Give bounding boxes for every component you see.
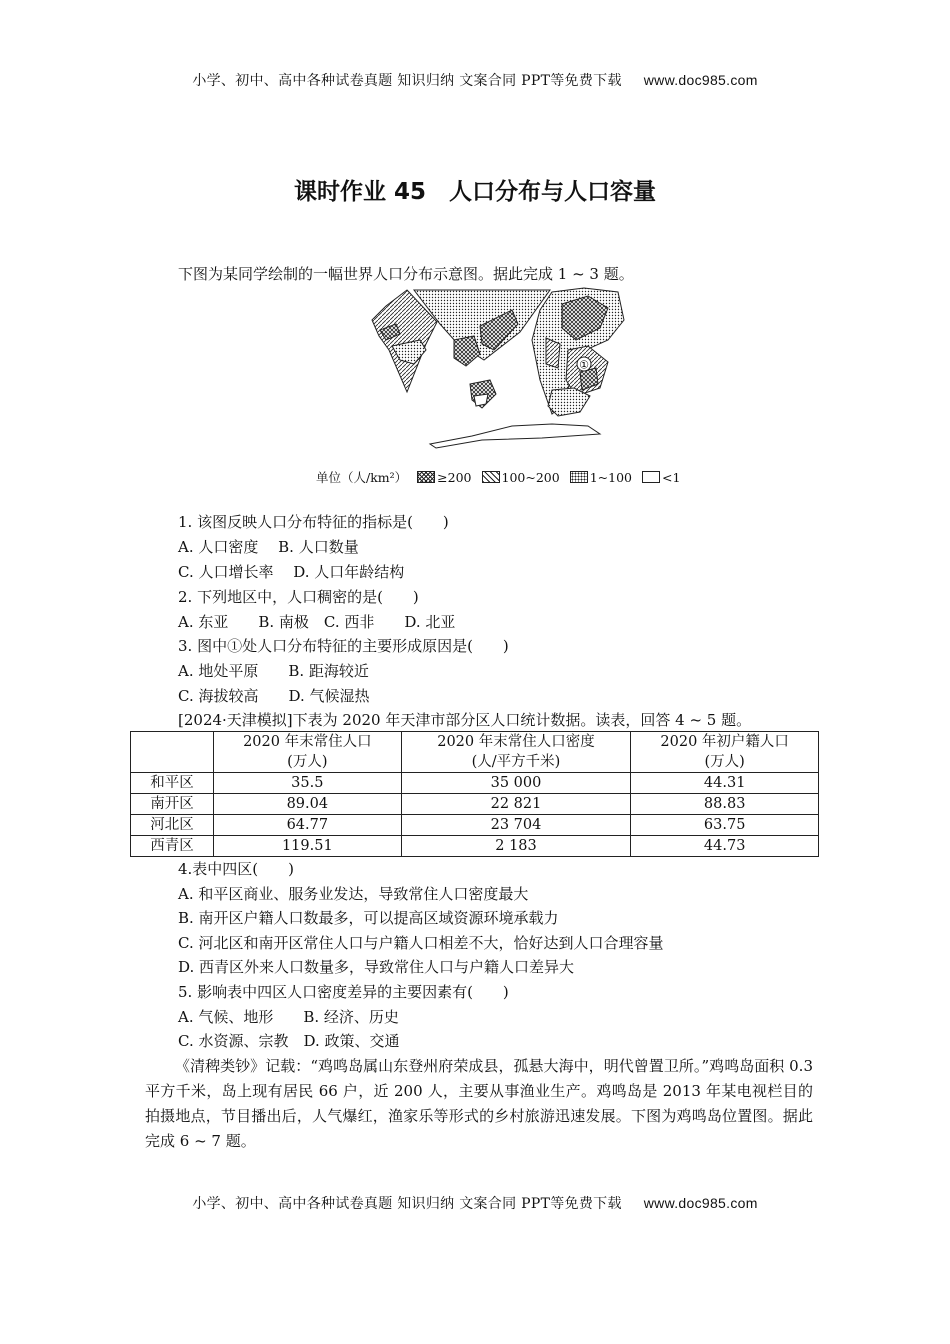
legend-swatch-dense <box>417 471 435 483</box>
table-cell: 2 183 <box>401 836 631 857</box>
question-2-stem: 2. 下列地区中，人口稠密的是( ) <box>178 588 419 606</box>
table-row-label: 和平区 <box>131 773 214 794</box>
table-row-label: 河北区 <box>131 815 214 836</box>
map-antarctica <box>430 424 600 448</box>
table-header-cell: 2020 年初户籍人口 (万人) <box>631 732 819 773</box>
table-cell: 44.73 <box>631 836 819 857</box>
table-cell: 89.04 <box>214 794 402 815</box>
table-cell: 44.31 <box>631 773 819 794</box>
question-3-options-2: C. 海拔较高 D. 气候湿热 <box>178 687 370 705</box>
question-4-option-a: A. 和平区商业、服务业发达，导致常住人口密度最大 <box>178 885 529 903</box>
legend-item-1: ≥200 <box>437 469 472 485</box>
passage-jimingdao: 《清稗类钞》记载：“鸡鸣岛属山东登州府荣成县，孤悬大海中，明代曾置卫所。”鸡鸣岛面积 0.3 平方千米，岛上现有居民 66 户，近 200 人，主要从事渔业生产。鸡鸣岛是 2013 年某电视栏目的拍摄地点，节目播出后，人气爆红，渔家乐等形式的乡村旅游迅速发展。下图为鸡鸣岛位置图。据此完成 6 ~ 7 题。 <box>145 1057 813 1150</box>
table-cell: 88.83 <box>631 794 819 815</box>
question-1-options-1: A. 人口密度 B. 人口数量 <box>178 538 359 556</box>
table-row <box>131 836 819 857</box>
legend-item-4: <1 <box>662 469 681 485</box>
table-cell: 23 704 <box>401 815 631 836</box>
legend-item-3: 1~100 <box>589 469 632 485</box>
question-1-stem: 1. 该图反映人口分布特征的指标是( ) <box>178 513 449 531</box>
question-5-options-2: C. 水资源、宗教 D. 政策、交通 <box>178 1032 400 1050</box>
footer-text: 小学、初中、高中各种试卷真题 知识归纳 文案合同 PPT等免费下载 <box>192 1196 622 1212</box>
page-footer <box>0 1193 950 1213</box>
table-cell: 63.75 <box>631 815 819 836</box>
question-2-options: A. 东亚 B. 南极 C. 西非 D. 北亚 <box>178 613 456 631</box>
table-row <box>131 815 819 836</box>
header-url[interactable]: www.doc985.com <box>643 72 758 88</box>
table-header-row <box>131 732 819 773</box>
intro-text-1: 下图为某同学绘制的一幅世界人口分布示意图。据此完成 1 ~ 3 题。 <box>178 265 634 283</box>
question-3-stem: 3. 图中①处人口分布特征的主要形成原因是( ) <box>178 637 509 655</box>
question-5-stem: 5. 影响表中四区人口密度差异的主要因素有( ) <box>178 983 509 1001</box>
table-header-cell: 2020 年末常住人口 (万人) <box>214 732 402 773</box>
map-marker-1: ① <box>579 358 589 372</box>
table-cell: 64.77 <box>214 815 402 836</box>
header-text: 小学、初中、高中各种试卷真题 知识归纳 文案合同 PPT等免费下载 <box>192 73 622 89</box>
question-3-options-1: A. 地处平原 B. 距海较近 <box>178 662 369 680</box>
table-cell: 22 821 <box>401 794 631 815</box>
table-row-label: 西青区 <box>131 836 214 857</box>
legend-swatch-hatch <box>482 471 500 483</box>
table-cell: 119.51 <box>214 836 402 857</box>
footer-url[interactable]: www.doc985.com <box>643 1195 758 1211</box>
question-4-option-c: C. 河北区和南开区常住人口与户籍人口相差不大，恰好达到人口合理容量 <box>178 934 664 952</box>
legend-unit: 单位（人/km²） <box>316 470 408 485</box>
legend-item-2: 100~200 <box>501 469 560 485</box>
map-legend <box>316 468 680 486</box>
table-row <box>131 773 819 794</box>
table-cell: 35 000 <box>401 773 631 794</box>
table-cell: 35.5 <box>214 773 402 794</box>
table-header-cell: 2020 年末常住人口密度 (人/平方千米) <box>401 732 631 773</box>
page-header <box>0 70 950 90</box>
question-4-option-d: D. 西青区外来人口数量多，导致常住人口与户籍人口差异大 <box>178 958 575 976</box>
legend-swatch-empty <box>642 471 660 483</box>
question-4-stem: 4.表中四区( ) <box>178 860 295 878</box>
question-1-options-2: C. 人口增长率 D. 人口年龄结构 <box>178 563 405 581</box>
legend-swatch-dots <box>570 471 588 483</box>
question-4-option-b: B. 南开区户籍人口数最多，可以提高区域资源环境承载力 <box>178 909 559 927</box>
world-population-map <box>362 284 652 454</box>
intro-text-2: [2024·天津模拟]下表为 2020 年天津市部分区人口统计数据。读表，回答 4 ~ 5 题。 <box>178 711 752 729</box>
table-row <box>131 794 819 815</box>
table-row-label: 南开区 <box>131 794 214 815</box>
population-table <box>130 731 819 857</box>
question-5-options-1: A. 气候、地形 B. 经济、历史 <box>178 1008 399 1026</box>
page-title: 课时作业 45 人口分布与人口容量 <box>293 179 656 205</box>
table-corner-cell <box>131 732 214 773</box>
